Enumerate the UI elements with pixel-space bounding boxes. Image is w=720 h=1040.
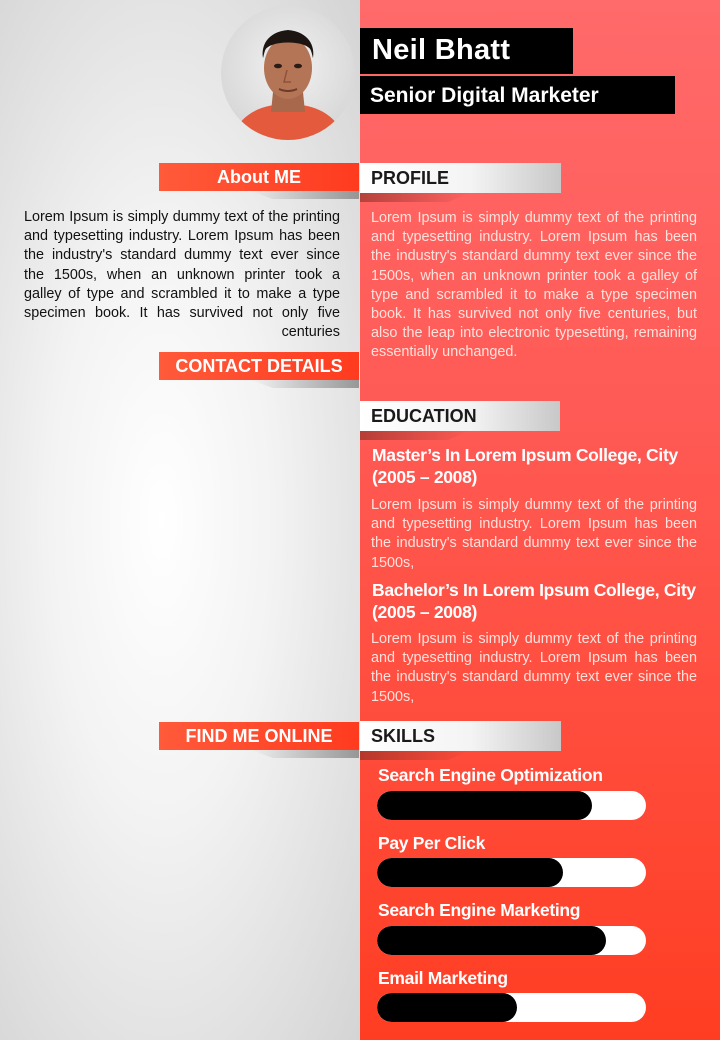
skill-label: Search Engine Marketing: [378, 900, 581, 920]
job-title-label: Senior Digital Marketer: [360, 76, 675, 114]
education-entry-title: Master’s In Lorem Ipsum College, City (2005 – 2008): [372, 445, 678, 487]
skill-bar-fill: [377, 858, 563, 887]
skill-bar: [377, 993, 646, 1022]
about-me-heading: About ME: [159, 163, 359, 191]
skill-label: Email Marketing: [378, 968, 508, 988]
person-photo-icon: [221, 6, 355, 140]
skill-bar-fill: [377, 993, 517, 1022]
education-heading: EDUCATION: [360, 401, 560, 431]
find-me-online-heading: FIND ME ONLINE: [159, 722, 359, 750]
skill-bar: [377, 858, 646, 887]
education-entry-text: Lorem Ipsum is simply dummy text of the printing and typesetting industry. Lorem Ipsum has been the industry's standard dummy text ever since the 1500s,: [371, 497, 697, 571]
skill-bar-fill: [377, 791, 592, 820]
skills-heading: SKILLS: [360, 721, 561, 751]
profile-text: Lorem Ipsum is simply dummy text of the printing and typesetting industry. Lorem Ipsum has been the industry's standard dummy text ever since the 1500s, when an unknown printer took a galley of type and scrambled it to make a type specimen book. It has survived not only five centuries, but also the leap into electronic typesetting, remaining essentially unchanged.: [371, 210, 697, 361]
skill-bar: [377, 926, 646, 955]
skill-label: Pay Per Click: [378, 833, 486, 853]
profile-heading: PROFILE: [360, 163, 561, 193]
name-label: Neil Bhatt: [360, 28, 573, 74]
skill-bar-fill: [377, 926, 606, 955]
education-entry-title: Bachelor’s In Lorem Ipsum College, City (2005 – 2008): [372, 580, 696, 622]
skill-bar: [377, 791, 646, 820]
skill-label: Search Engine Optimization: [378, 765, 603, 785]
education-entry-text: Lorem Ipsum is simply dummy text of the printing and typesetting industry. Lorem Ipsum has been the industry's standard dummy text ever since the 1500s,: [371, 631, 697, 705]
avatar: [221, 6, 355, 140]
about-me-text: Lorem Ipsum is simply dummy text of the printing and typesetting industry. Lorem Ipsum has been the industry's standard dummy text ever since the 1500s, when an unknown printer took a galley of type and scrambled it to make a type specimen book. It has survived not only five centuries: [24, 209, 340, 341]
contact-details-heading: CONTACT DETAILS: [159, 352, 359, 380]
